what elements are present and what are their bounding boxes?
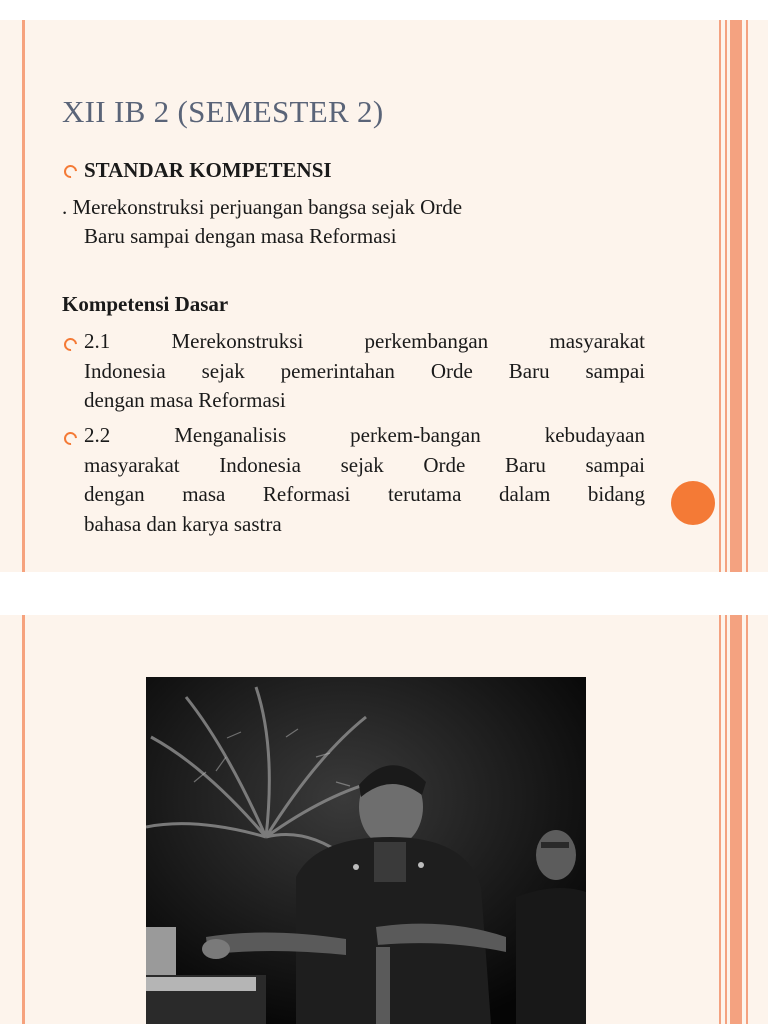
kd-item-1-line: dengan masa Reformasi	[84, 388, 286, 412]
left-decor-stripe	[22, 615, 25, 1024]
historical-photo	[146, 677, 586, 1024]
kompetensi-dasar-heading: Kompetensi Dasar	[62, 292, 229, 316]
kd-item-2-line: 2.2 Menganalisis perkem-bangan kebudayaan	[84, 423, 645, 447]
orange-circle-decor	[671, 481, 715, 525]
right-decor-band	[717, 615, 751, 1024]
slide-2	[0, 615, 768, 1024]
left-decor-stripe	[22, 20, 25, 572]
open-circle-bullet-icon	[61, 335, 79, 353]
slide-title: XII IB 2 (SEMESTER 2)	[62, 94, 384, 129]
open-circle-bullet-icon	[61, 429, 79, 447]
right-decor-band	[717, 20, 751, 572]
slide-1	[0, 20, 768, 572]
kd-item-2-line: masyarakat Indonesia sejak Orde Baru sampai	[84, 452, 645, 477]
kd-item-2-line: bahasa dan karya sastra	[84, 511, 282, 536]
kd-item-1-line: Indonesia sejak pemerintahan Orde Baru sampai	[84, 358, 645, 383]
standar-kompetensi-heading: STANDAR KOMPETENSI	[84, 158, 332, 182]
kd-item-1	[84, 327, 645, 416]
standar-text-line-1: . Merekonstruksi perjuangan bangsa sejak Orde	[62, 195, 463, 219]
standar-text-line-2: Baru sampai dengan masa Reformasi	[84, 224, 397, 248]
kd-item-2	[84, 421, 645, 539]
open-circle-bullet-icon	[61, 162, 79, 180]
kd-item-1-line: 2.1 Merekonstruksi perkembangan masyarakat	[84, 329, 645, 353]
kd-item-2-line: dengan masa Reformasi terutama dalam bidang	[84, 482, 645, 506]
